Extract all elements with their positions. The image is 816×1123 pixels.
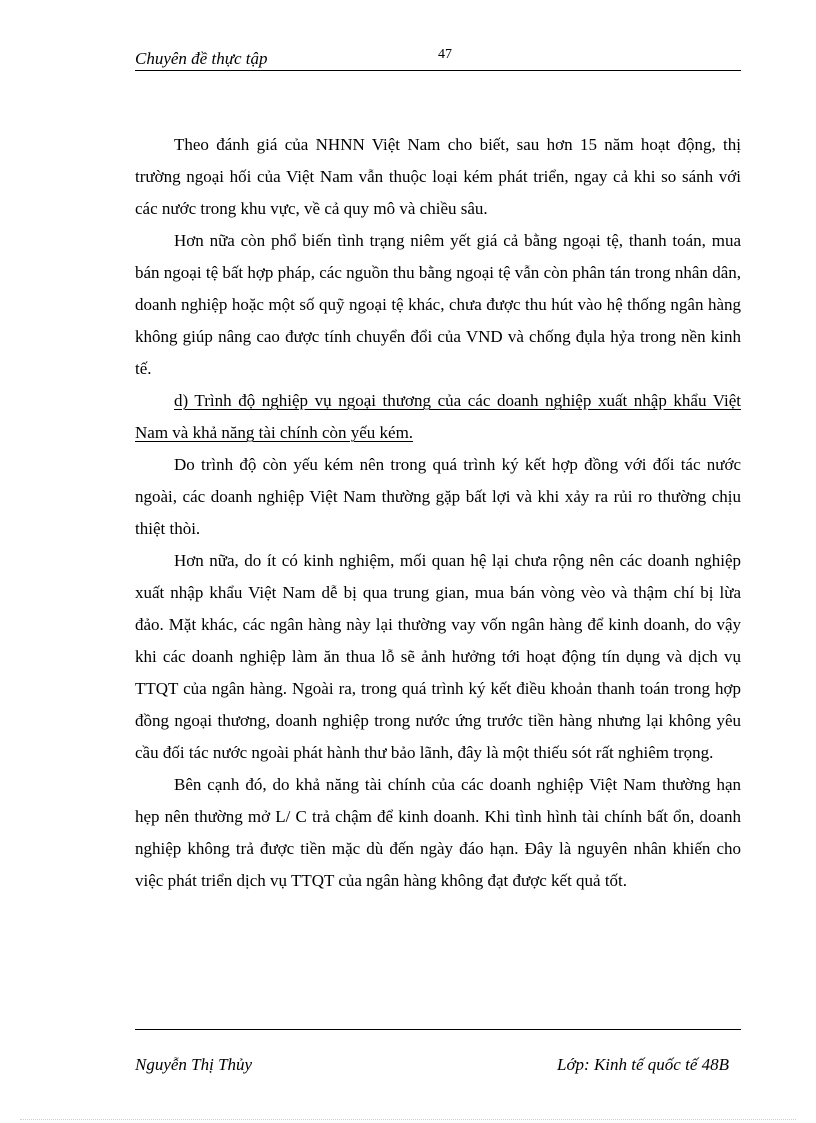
footer-rule — [135, 1029, 741, 1030]
footer-author: Nguyễn Thị Thủy — [135, 1055, 253, 1074]
paragraph-1: Theo đánh giá của NHNN Việt Nam cho biết, sau hơn 15 năm hoạt động, thị trường ngoại hối của Việt Nam vẫn thuộc loại kém phát triển, ngay cả khi so sánh với các nước trong khu vực, về cả quy mô và chiều sâu. — [135, 135, 741, 218]
paragraph-2: Hơn nữa còn phổ biến tình trạng niêm yết giá cả bằng ngoại tệ, thanh toán, mua bán ngoại tệ bất hợp pháp, các nguồn thu bằng ngoại tệ vẫn còn phân tán trong nhân dân, doanh nghiệp hoặc một số quỹ ngoại tệ khác, chưa được thu hút vào hệ thống ngân hàng không giúp nâng cao được tính chuyển đổi của VND và chống đụla hỷa trong nền kinh tế. — [135, 231, 741, 378]
paragraph-3: Do trình độ còn yếu kém nên trong quá trình ký kết hợp đồng với đối tác nước ngoài, các doanh nghiệp Việt Nam thường gặp bất lợi và khi xảy ra rủi ro thường chịu thiệt thòi. — [135, 455, 741, 538]
header-rule — [135, 70, 741, 71]
page-header — [135, 48, 741, 70]
section-heading-d: d) Trình độ nghiệp vụ ngoại thương của các doanh nghiệp xuất nhập khẩu Việt Nam và khả năng tài chính còn yếu kém. — [135, 391, 741, 442]
paragraph-4: Hơn nữa, do ít có kinh nghiệm, mối quan hệ lại chưa rộng nên các doanh nghiệp xuất nhập khẩu Việt Nam dễ bị qua trung gian, mua bán vòng vèo và thậm chí bị lừa đảo. Mặt khác, các ngân hàng này lại thường vay vốn ngân hàng để kinh doanh, do vậy khi các doanh nghiệp làm ăn thua lỗ sẽ ảnh hưởng tới hoạt động tín dụng và dịch vụ TTQT của ngân hàng. Ngoài ra, trong quá trình ký kết điều khoản thanh toán trong hợp đồng ngoại thương, doanh nghiệp trong nước ứng trước tiền hàng nhưng lại không yêu cầu đối tác nước ngoài phát hành thư bảo lãnh, đây là một thiếu sót rất nghiêm trọng. — [135, 551, 741, 762]
header-title: Chuyên đề thực tập — [135, 49, 268, 68]
paragraph-5: Bên cạnh đó, do khả năng tài chính của các doanh nghiệp Việt Nam thường hạn hẹp nên thường mở L/ C trả chậm để kinh doanh. Khi tình hình tài chính bất ổn, doanh nghiệp không trả được tiền mặc dù đến ngày đáo hạn. Đây là nguyên nhân khiến cho việc phát triển dịch vụ TTQT của ngân hàng không đạt được kết quả tốt. — [135, 775, 741, 890]
page-number: 47 — [438, 47, 452, 62]
page-bottom-border — [20, 1119, 796, 1120]
page-footer — [135, 1053, 741, 1077]
body-text — [135, 129, 741, 897]
footer-class: Lớp: Kinh tế quốc tế 48B — [557, 1055, 729, 1074]
